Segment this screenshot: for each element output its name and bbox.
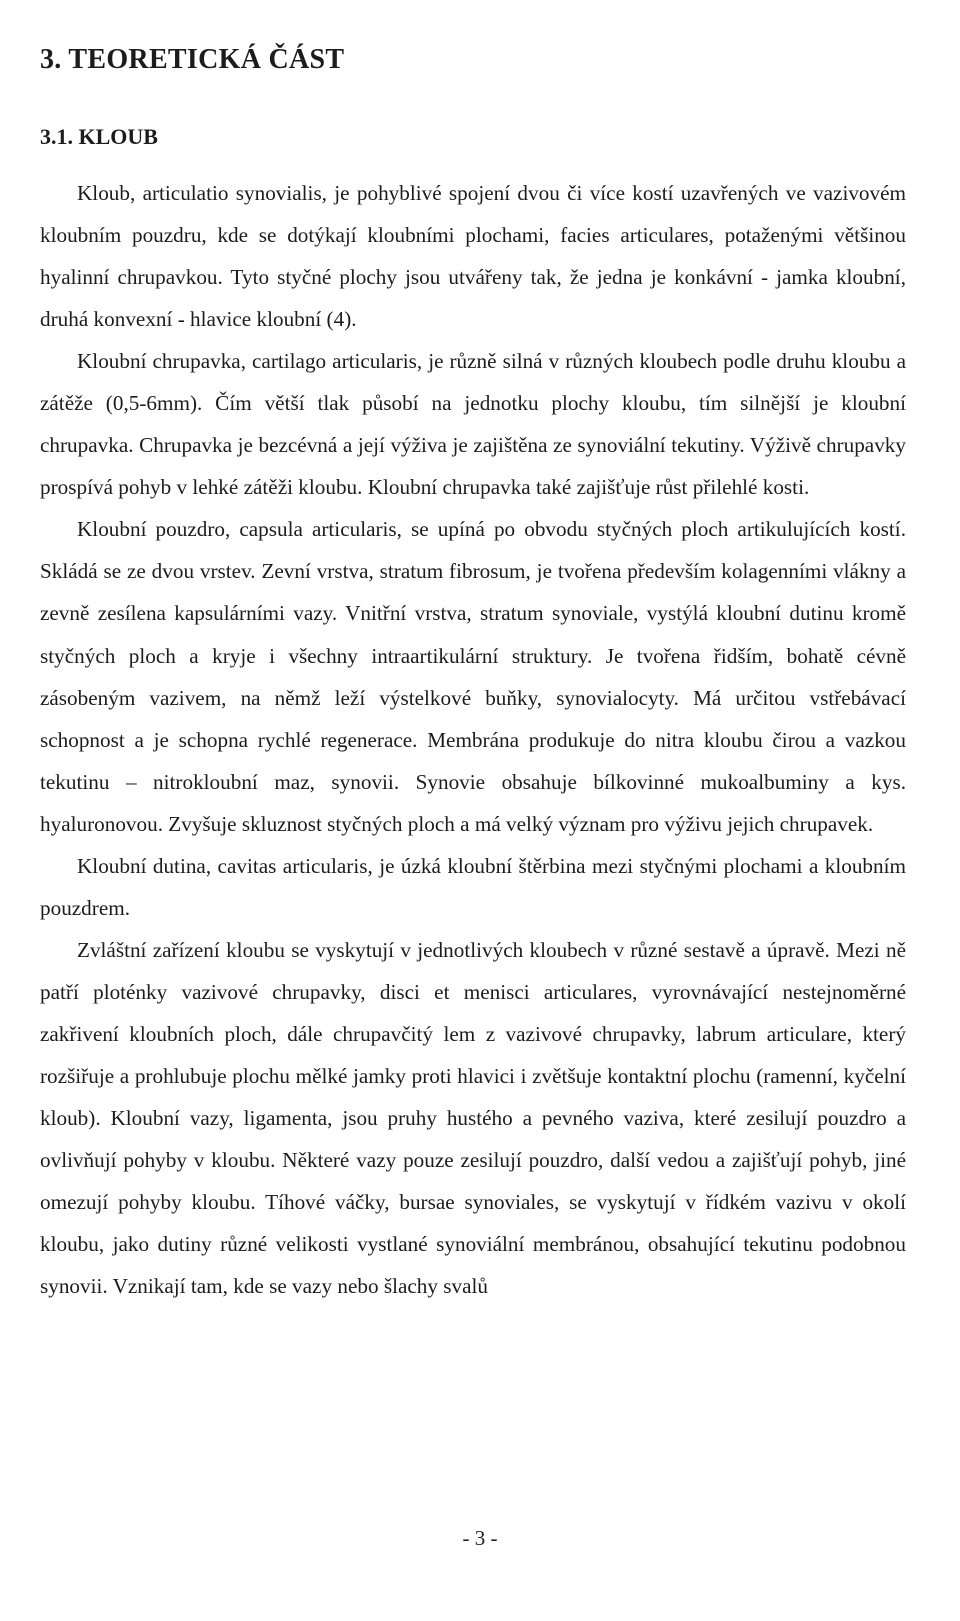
paragraph-zvlastni-zarizeni: Zvláštní zařízení kloubu se vyskytují v jednotlivých kloubech v různé sestavě a úpravě. Mezi ně patří ploténky vazivové chrupavky, disci et menisci articulares, vyrovnávající nestejnoměrné zakřivení kloubních ploch, dále chrupavčitý lem z vazivové chrupavky, labrum articulare, který rozšiřuje a prohlubuje plochu mělké jamky proti hlavici i zvětšuje kontaktní plochu (ramenní, kyčelní kloub). Kloubní vazy, ligamenta, jsou pruhy hustého a pevného vaziva, které zesilují pouzdro a ovlivňují pohyby v kloubu. Některé vazy pouze zesilují pouzdro, další vedou a zajišťují pohyb, jiné omezují pohyby kloubu. Tíhové váčky, bursae synoviales, se vyskytují v řídkém vazivu v okolí kloubu, jako dutiny různé velikosti vystlané synoviální membránou, obsahující tekutinu podobnou synovii. Vznikají tam, kde se vazy nebo šlachy svalů [40,937,906,1299]
paragraph-kloubni-dutina: Kloubní dutina, cavitas articularis, je úzká kloubní štěrbina mezi styčnými plochami a kloubním pouzdrem. [40,853,906,920]
paragraph-kloubni-pouzdro: Kloubní pouzdro, capsula articularis, se upíná po obvodu styčných ploch artikulujících kostí. Skládá se ze dvou vrstev. Zevní vrstva, stratum fibrosum, je tvořena především kolagenními vlákny a zevně zesílena kapsulárními vazy. Vnitřní vrstva, stratum synoviale, vystýlá kloubní dutinu kromě styčných ploch a kryje i všechny intraartikulární struktury. Je tvořena řidším, bohatě cévně zásobeným vazivem, na němž leží výstelkové buňky, synovialocyty. Má určitou vstřebávací schopnost a je schopna rychlé regenerace. Membrána produkuje do nitra kloubu čirou a vazkou tekutinu – nitrokloubní maz, synovii. Synovie obsahuje bílkovinné mukoalbuminy a kys. hyaluronovou. Zvyšuje skluznost styčných ploch a má velký význam pro výživu jejich chrupavek. [40,517,906,836]
page-number: - 3 - [462,1526,498,1550]
body-text [40,172,906,1307]
section-title: 3.1. KLOUB [40,124,158,149]
paragraph-kloub-definition: Kloub, articulatio synovialis, je pohyblivé spojení dvou či více kostí uzavřených ve vazivovém kloubním pouzdru, kde se dotýkají kloubními plochami, facies articulares, potaženými většinou hyalinní chrupavkou. Tyto styčné plochy jsou utvářeny tak, že jedna je konkávní - jamka kloubní, druhá konvexní - hlavice kloubní (4). [40,181,906,332]
paragraph-kloubni-chrupavka: Kloubní chrupavka, cartilago articularis, je různě silná v různých kloubech podle druhu kloubu a zátěže (0,5-6mm). Čím větší tlak působí na jednotku plochy kloubu, tím silnější je kloubní chrupavka. Chrupavka je bezcévná a její výživa je zajištěna ze synoviální tekutiny. Výživě chrupavky prospívá pohyb v lehké zátěži kloubu. Kloubní chrupavka také zajišťuje růst přilehlé kosti. [40,349,906,500]
chapter-title: 3. TEORETICKÁ ČÁST [40,44,345,75]
